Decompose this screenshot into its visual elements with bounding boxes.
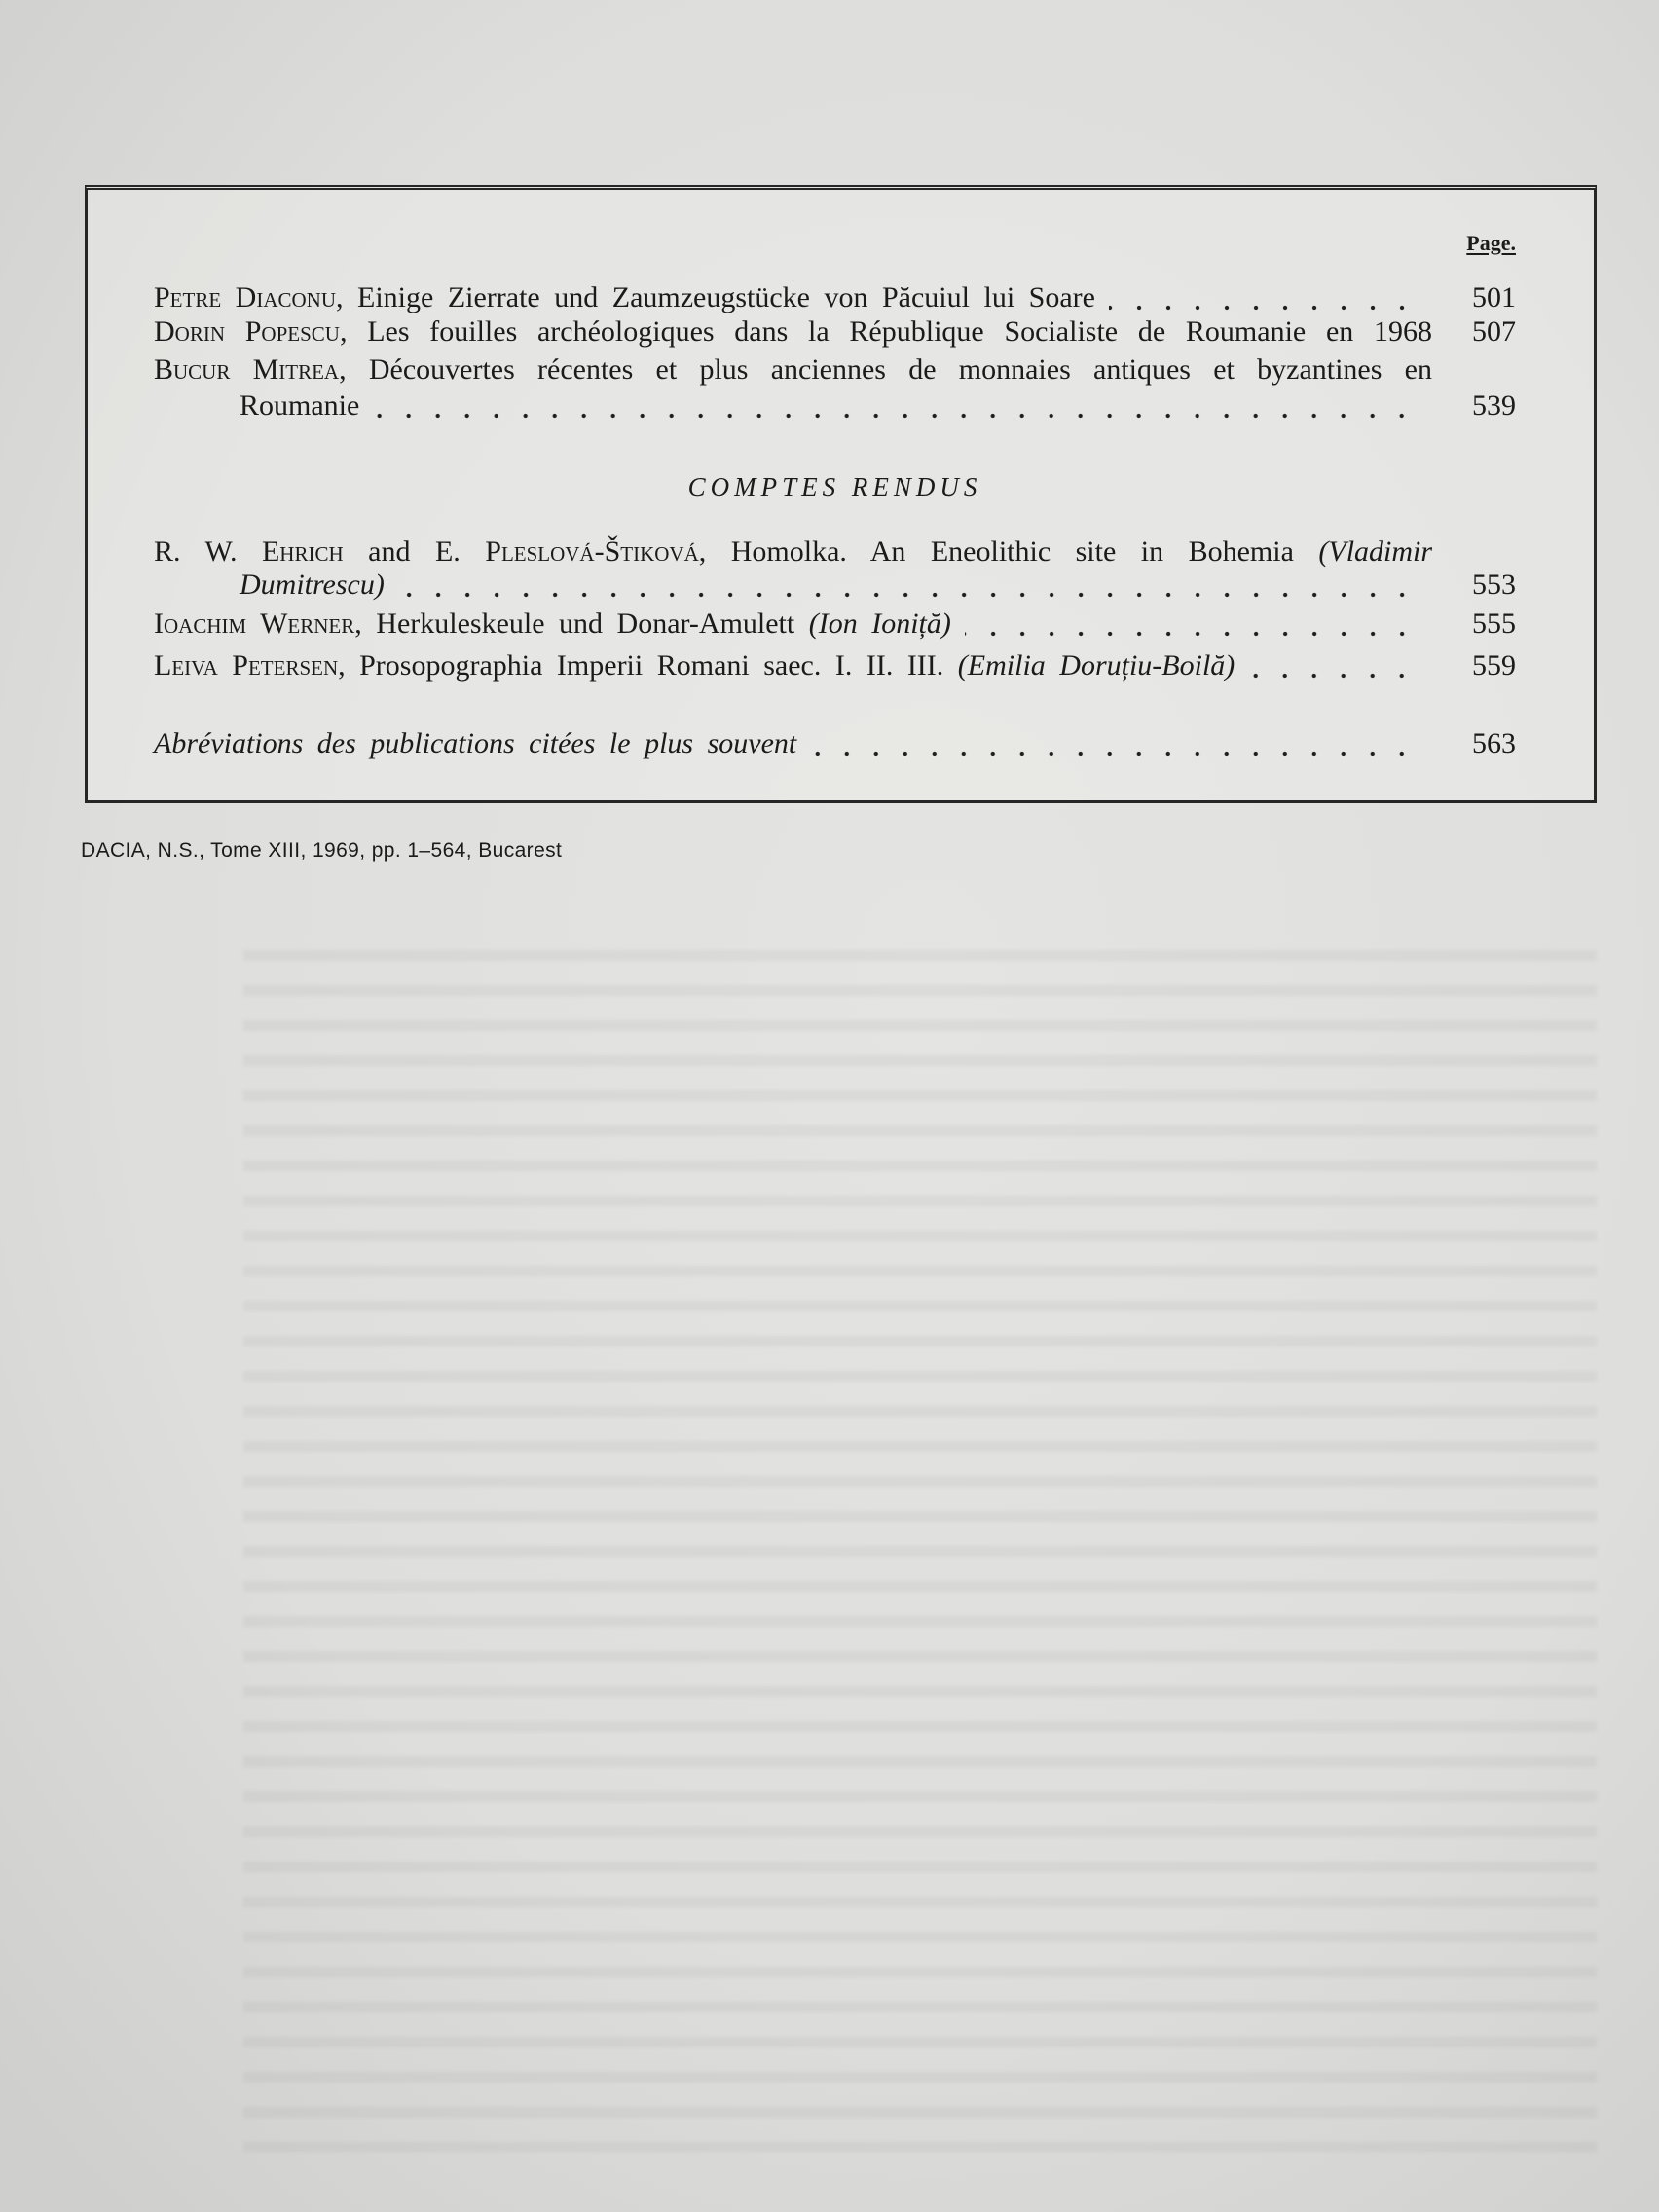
entry-title: Herkuleskeule und Donar-Amulett xyxy=(376,608,795,640)
entry-text xyxy=(154,607,951,642)
bleed-through-texture xyxy=(243,935,1597,2152)
entry-page-number: 553 xyxy=(1472,569,1516,601)
dot-leader xyxy=(373,388,1417,424)
toc-entry-abbreviations xyxy=(154,726,1516,761)
entry-page-number: 507 xyxy=(1472,315,1516,348)
entry-author: Petre Diaconu, xyxy=(154,281,344,313)
entry-title: Homolka. An Eneolithic site in Bohemia xyxy=(730,535,1294,568)
entry-text xyxy=(154,314,1432,350)
entry-author: Bucur Mitrea, xyxy=(154,353,347,386)
entry-text xyxy=(154,535,1432,570)
toc-entry-mitrea-continued xyxy=(154,388,1516,424)
entry-author: R. W. Ehrich xyxy=(154,535,344,568)
entry-page-number: 559 xyxy=(1472,649,1516,682)
dot-leader xyxy=(1248,648,1417,683)
toc-entry-popescu xyxy=(154,314,1516,350)
entry-page-number: 501 xyxy=(1472,281,1516,313)
dot-leader xyxy=(398,568,1417,603)
entry-author: E. Pleslová-Štiková, xyxy=(434,535,707,568)
journal-citation: DACIA, N.S., Tome XIII, 1969, pp. 1–564, Bucarest xyxy=(81,839,563,862)
entry-title: Abréviations des publications citées le plus souvent xyxy=(154,727,797,759)
toc-entry-ehrich xyxy=(154,535,1516,570)
entry-author: Dorin Popescu, xyxy=(154,315,348,348)
section-heading-comptes-rendus: COMPTES RENDUS xyxy=(687,472,982,501)
entry-page-number: 555 xyxy=(1472,608,1516,640)
toc-entry-mitrea xyxy=(154,352,1516,387)
entry-reviewer: (Emilia Doruțiu-Boilă) xyxy=(957,649,1235,682)
entry-conjunction: and xyxy=(368,535,411,568)
dot-leader xyxy=(965,607,1417,642)
toc-entry-diaconu xyxy=(154,280,1516,315)
entry-title-continued: Roumanie xyxy=(240,389,360,422)
entry-reviewer-continued: Dumitrescu) xyxy=(240,569,385,601)
entry-title: Prosopographia Imperii Romani saec. I. II. III. xyxy=(359,649,944,682)
dot-leader xyxy=(810,726,1417,761)
entry-author: Leiva Petersen, xyxy=(154,649,346,682)
entry-title: Découvertes récentes et plus anciennes de monnaies antiques et byzantines en xyxy=(368,353,1432,386)
page-column-label: Page. xyxy=(1466,231,1516,255)
entry-reviewer: (Ion Ioniță) xyxy=(808,608,951,640)
entry-page-number: 563 xyxy=(1472,727,1516,759)
dot-leader xyxy=(1109,280,1417,315)
entry-title: Einige Zierrate und Zaumzeugstücke von Păcuiul lui Soare xyxy=(357,281,1095,313)
toc-entry-ehrich-continued xyxy=(154,568,1516,603)
toc-entry-werner xyxy=(154,607,1516,642)
entry-text xyxy=(154,352,1432,387)
entry-page-number: 539 xyxy=(1472,389,1516,422)
entry-text xyxy=(154,280,1095,315)
entry-reviewer: (Vladimir xyxy=(1318,535,1432,568)
entry-text xyxy=(154,648,1235,683)
toc-entry-petersen xyxy=(154,648,1516,683)
entry-title: Les fouilles archéologiques dans la République Socialiste de Roumanie en 1968 xyxy=(367,315,1432,348)
entry-author: Ioachim Werner, xyxy=(154,608,362,640)
